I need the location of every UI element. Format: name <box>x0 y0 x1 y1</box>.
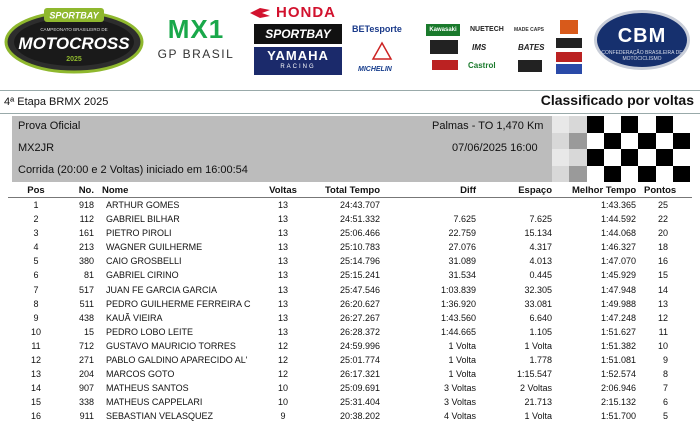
sponsor-logo-blue <box>556 64 582 74</box>
cell-diff: 1 Volta <box>448 355 476 366</box>
cell-best-lap: 1:51.700 <box>600 411 636 422</box>
table-row <box>0 268 700 282</box>
cell-pos: 8 <box>33 298 39 309</box>
col-laps-header: Voltas <box>269 185 297 196</box>
cell-laps: 13 <box>277 228 288 239</box>
cell-total-time: 25:31.404 <box>339 397 380 408</box>
header-divider <box>8 197 692 198</box>
cell-diff: 1:44.665 <box>440 326 476 337</box>
cell-no: 112 <box>79 214 94 225</box>
cell-pos: 9 <box>33 312 39 323</box>
cell-best-lap: 1:51.382 <box>600 340 636 351</box>
cell-no: 81 <box>83 270 94 281</box>
cell-points: 20 <box>657 228 668 239</box>
table-row <box>0 381 700 395</box>
triangle-badge-icon <box>372 42 392 60</box>
madecaps-logo: MADE CAPS <box>514 27 545 33</box>
cell-total-time: 25:06.466 <box>339 228 380 239</box>
col-name-header: Nome <box>102 185 129 196</box>
cell-diff: 4 Voltas <box>443 411 476 422</box>
sponsor-banner <box>0 0 700 80</box>
cell-no: 438 <box>78 312 94 323</box>
cell-diff: 1:03.839 <box>440 284 476 295</box>
cell-diff: 22.759 <box>448 228 476 239</box>
cell-gap: 0.445 <box>529 270 552 281</box>
table-header <box>0 184 700 198</box>
cell-total-time: 24:43.707 <box>339 200 380 210</box>
cell-diff: 7.625 <box>453 214 476 225</box>
betesporte-logo: BETesporte <box>352 24 402 34</box>
race-start-info: Corrida (20:00 e 2 Voltas) iniciado em 16:00:54 <box>18 164 248 176</box>
cell-diff: 31.089 <box>448 256 476 267</box>
results-title-bar <box>0 90 700 114</box>
results-table <box>0 184 700 424</box>
sponsor-logo-black <box>430 40 458 54</box>
cell-laps: 13 <box>277 326 288 337</box>
cell-no: 918 <box>78 200 94 210</box>
motocross-championship-logo <box>4 6 144 74</box>
cell-laps: 13 <box>277 242 288 253</box>
table-row <box>0 254 700 268</box>
col-diff-header: Diff <box>460 185 476 196</box>
event-logo-year: 2025 <box>66 56 82 63</box>
cell-best-lap: 1:43.365 <box>600 200 636 210</box>
cell-name: WAGNER GUILHERME <box>106 242 203 253</box>
cell-best-lap: 1:47.948 <box>600 284 636 295</box>
cbm-text: CBM <box>617 25 667 47</box>
cell-pos: 4 <box>33 242 39 253</box>
cell-points: 5 <box>662 411 668 422</box>
table-row <box>0 325 700 339</box>
sportbay-logo: SPORTBAY <box>254 24 342 44</box>
cell-best-lap: 1:47.070 <box>600 256 636 267</box>
cell-points: 8 <box>662 369 668 380</box>
cell-pos: 7 <box>33 284 39 295</box>
sponsor-logo-orange <box>560 20 578 34</box>
cell-points: 22 <box>657 214 668 225</box>
cell-points: 9 <box>662 355 668 366</box>
cell-points: 6 <box>662 397 668 408</box>
cell-pos: 1 <box>33 200 39 210</box>
table-row <box>0 198 700 212</box>
cell-best-lap: 1:44.592 <box>600 214 636 225</box>
cell-name: CAIO GROSBELLI <box>106 256 182 267</box>
cell-gap: 32.305 <box>524 284 552 295</box>
cell-laps: 12 <box>277 369 288 380</box>
cell-gap: 1.105 <box>529 326 552 337</box>
checkered-flag-icon <box>552 116 690 182</box>
cell-laps: 13 <box>277 214 288 225</box>
cell-pos: 16 <box>30 411 41 422</box>
cell-no: 204 <box>78 369 94 380</box>
cell-gap: 1.778 <box>529 355 552 366</box>
cell-no: 213 <box>78 242 94 253</box>
cell-diff: 3 Voltas <box>443 397 476 408</box>
table-row <box>0 297 700 311</box>
honda-wing-icon <box>250 6 270 20</box>
yamaha-racing-logo <box>254 47 342 75</box>
cell-laps: 9 <box>280 411 286 422</box>
cell-total-time: 24:51.332 <box>339 214 380 225</box>
cell-laps: 10 <box>277 383 288 394</box>
cell-points: 11 <box>658 326 668 337</box>
race-date: 07/06/2025 16:00 <box>452 142 538 154</box>
race-info-panel <box>12 116 690 182</box>
cell-no: 907 <box>78 383 94 394</box>
cell-total-time: 25:14.796 <box>339 256 380 267</box>
cell-diff: 3 Voltas <box>443 383 476 394</box>
event-logo-main: MOTOCROSS <box>18 34 130 53</box>
table-body <box>0 198 700 424</box>
cell-laps: 12 <box>277 340 288 351</box>
cell-best-lap: 1:47.248 <box>600 312 636 323</box>
cell-best-lap: 1:52.574 <box>600 369 636 380</box>
castrol-logo: Castrol <box>468 61 496 70</box>
table-row <box>0 409 700 423</box>
cell-name: JUAN FE GARCIA GARCIA <box>106 284 218 295</box>
cell-diff: 1:43.560 <box>440 312 476 323</box>
col-pos-header: Pos <box>27 185 45 196</box>
cell-total-time: 26:17.321 <box>339 369 380 380</box>
cell-no: 517 <box>78 284 94 295</box>
cell-total-time: 25:10.783 <box>339 242 380 253</box>
cell-gap: 1:15.547 <box>516 369 552 380</box>
cell-gap: 15.134 <box>524 228 552 239</box>
event-logo-top: SPORTBAY <box>49 10 99 21</box>
cell-no: 380 <box>78 256 94 267</box>
page-title: Classificado por voltas <box>540 92 694 108</box>
table-row <box>0 367 700 381</box>
cell-name: MATHEUS CAPPELARI <box>106 397 203 408</box>
cell-name: PEDRO LOBO LEITE <box>106 326 194 337</box>
sponsor-logo-red <box>432 60 458 70</box>
cell-laps: 13 <box>277 200 288 210</box>
cell-diff: 31.534 <box>448 270 476 281</box>
cell-points: 15 <box>657 270 668 281</box>
honda-text: HONDA <box>276 4 336 21</box>
cell-diff: 1 Volta <box>448 369 476 380</box>
cell-points: 18 <box>657 242 668 253</box>
cell-points: 16 <box>657 256 668 267</box>
cell-laps: 13 <box>277 312 288 323</box>
cell-name: GABRIEL BILHAR <box>106 214 180 225</box>
col-gap-header: Espaço <box>518 185 552 196</box>
cell-points: 12 <box>657 312 668 323</box>
mx1-gp-brasil-logo <box>148 14 244 64</box>
cell-pos: 15 <box>30 397 41 408</box>
cell-best-lap: 2:15.132 <box>600 397 636 408</box>
cell-best-lap: 2:06.946 <box>600 383 636 394</box>
yamaha-subtitle: RACING <box>280 64 316 70</box>
cell-points: 14 <box>657 284 668 295</box>
cell-gap: 1 Volta <box>524 340 552 351</box>
cell-points: 7 <box>662 383 668 394</box>
cell-total-time: 26:28.372 <box>339 326 380 337</box>
cell-name: MARCOS GOTO <box>106 369 175 380</box>
table-row <box>0 395 700 409</box>
cell-diff: 1:36.920 <box>440 298 476 309</box>
cell-name: GUSTAVO MAURICIO TORRES <box>106 340 236 351</box>
col-best-lap-header: Melhor Tempo <box>572 185 637 196</box>
cell-best-lap: 1:45.929 <box>600 270 636 281</box>
col-no-header: No. <box>78 185 94 196</box>
cell-name: PEDRO GUILHERME FERREIRA C <box>106 298 251 309</box>
yamaha-text: YAMAHA <box>267 48 329 63</box>
table-row <box>0 226 700 240</box>
cell-pos: 13 <box>30 369 41 380</box>
cell-gap: 4.317 <box>529 242 552 253</box>
cell-name: KAUÃ VIEIRA <box>106 312 163 323</box>
cell-pos: 12 <box>30 355 41 366</box>
mx1-title: MX1 <box>167 14 225 44</box>
cell-no: 271 <box>78 355 94 366</box>
cell-diff: 1 Volta <box>448 340 476 351</box>
cell-name: MATHEUS SANTOS <box>106 383 189 394</box>
cbm-subtitle: CONFEDERAÇÃO BRASILEIRA DE MOTOCICLISMO <box>601 50 683 62</box>
race-type: Prova Oficial <box>18 120 81 132</box>
cell-no: 911 <box>79 411 94 422</box>
cell-name: SEBASTIAN VELASQUEZ <box>106 411 214 422</box>
bates-logo: BATES <box>518 43 545 52</box>
cell-total-time: 25:01.774 <box>339 355 380 366</box>
cell-laps: 13 <box>277 270 288 281</box>
cell-gap: 33.081 <box>524 298 552 309</box>
cell-no: 511 <box>79 298 94 309</box>
col-points-header: Pontos <box>644 185 677 196</box>
cell-gap: 1 Volta <box>524 411 552 422</box>
cell-points: 10 <box>657 340 668 351</box>
cell-laps: 13 <box>277 298 288 309</box>
cell-total-time: 25:09.691 <box>339 383 380 394</box>
cell-pos: 10 <box>30 326 41 337</box>
cell-pos: 5 <box>33 256 39 267</box>
cell-total-time: 25:15.241 <box>339 270 380 281</box>
sponsor-logo-red-2 <box>556 52 582 62</box>
nuetech-logo: NUETECH <box>470 26 504 33</box>
cell-gap: 4.013 <box>529 256 552 267</box>
cell-best-lap: 1:44.068 <box>600 228 636 239</box>
cell-laps: 10 <box>277 397 288 408</box>
cell-pos: 6 <box>33 270 39 281</box>
sponsor-logo-dark <box>518 60 542 72</box>
table-row <box>0 353 700 367</box>
mx1-subtitle: GP BRASIL <box>157 47 235 61</box>
cell-laps: 13 <box>277 256 288 267</box>
sponsor-logo-black-2 <box>556 38 582 48</box>
ims-logo: IMS <box>472 43 487 52</box>
cell-no: 15 <box>83 326 94 337</box>
race-category: MX2JR <box>18 142 55 154</box>
cell-pos: 3 <box>33 228 39 239</box>
cell-points: 13 <box>657 298 668 309</box>
event-logo-sub: CAMPEONATO BRASILEIRO DE <box>40 27 108 32</box>
cell-gap: 7.625 <box>529 214 552 225</box>
cell-best-lap: 1:51.627 <box>600 326 636 337</box>
cell-pos: 14 <box>30 383 41 394</box>
cell-no: 338 <box>78 397 94 408</box>
cell-total-time: 26:20.627 <box>339 298 380 309</box>
cell-pos: 11 <box>31 340 41 351</box>
cell-points: 25 <box>657 200 668 210</box>
cell-no: 161 <box>78 228 94 239</box>
cell-best-lap: 1:51.081 <box>600 355 636 366</box>
cell-laps: 12 <box>277 355 288 366</box>
cell-best-lap: 1:49.988 <box>600 298 636 309</box>
table-row <box>0 339 700 353</box>
table-row <box>0 212 700 226</box>
cell-name: ARTHUR GOMES <box>106 200 180 210</box>
track-location: Palmas - TO 1,470 Km <box>432 120 544 132</box>
kawasaki-logo: Kawasaki <box>426 24 460 36</box>
table-row <box>0 283 700 297</box>
cell-gap: 2 Voltas <box>519 383 552 394</box>
michelin-logo: MICHELIN <box>358 66 392 73</box>
col-total-time-header: Total Tempo <box>324 185 380 196</box>
cell-total-time: 25:47.546 <box>339 284 380 295</box>
cell-total-time: 20:38.202 <box>339 411 380 422</box>
cell-name: PABLO GALDINO APARECIDO AL' <box>106 355 248 366</box>
cell-no: 712 <box>78 340 94 351</box>
event-stage-label: 4ª Etapa BRMX 2025 <box>4 96 109 108</box>
cell-pos: 2 <box>33 214 39 225</box>
cell-gap: 6.640 <box>529 312 552 323</box>
table-row <box>0 240 700 254</box>
cell-total-time: 24:59.996 <box>339 340 380 351</box>
cell-best-lap: 1:46.327 <box>600 242 636 253</box>
cbm-logo <box>594 10 690 70</box>
cell-name: PIETRO PIROLI <box>106 228 172 239</box>
cell-total-time: 26:27.267 <box>339 312 380 323</box>
table-row <box>0 311 700 325</box>
cell-diff: 27.076 <box>448 242 476 253</box>
cell-gap: 21.713 <box>524 397 552 408</box>
honda-logo <box>250 4 356 22</box>
cell-laps: 13 <box>277 284 288 295</box>
cell-name: GABRIEL CIRINO <box>106 270 179 281</box>
